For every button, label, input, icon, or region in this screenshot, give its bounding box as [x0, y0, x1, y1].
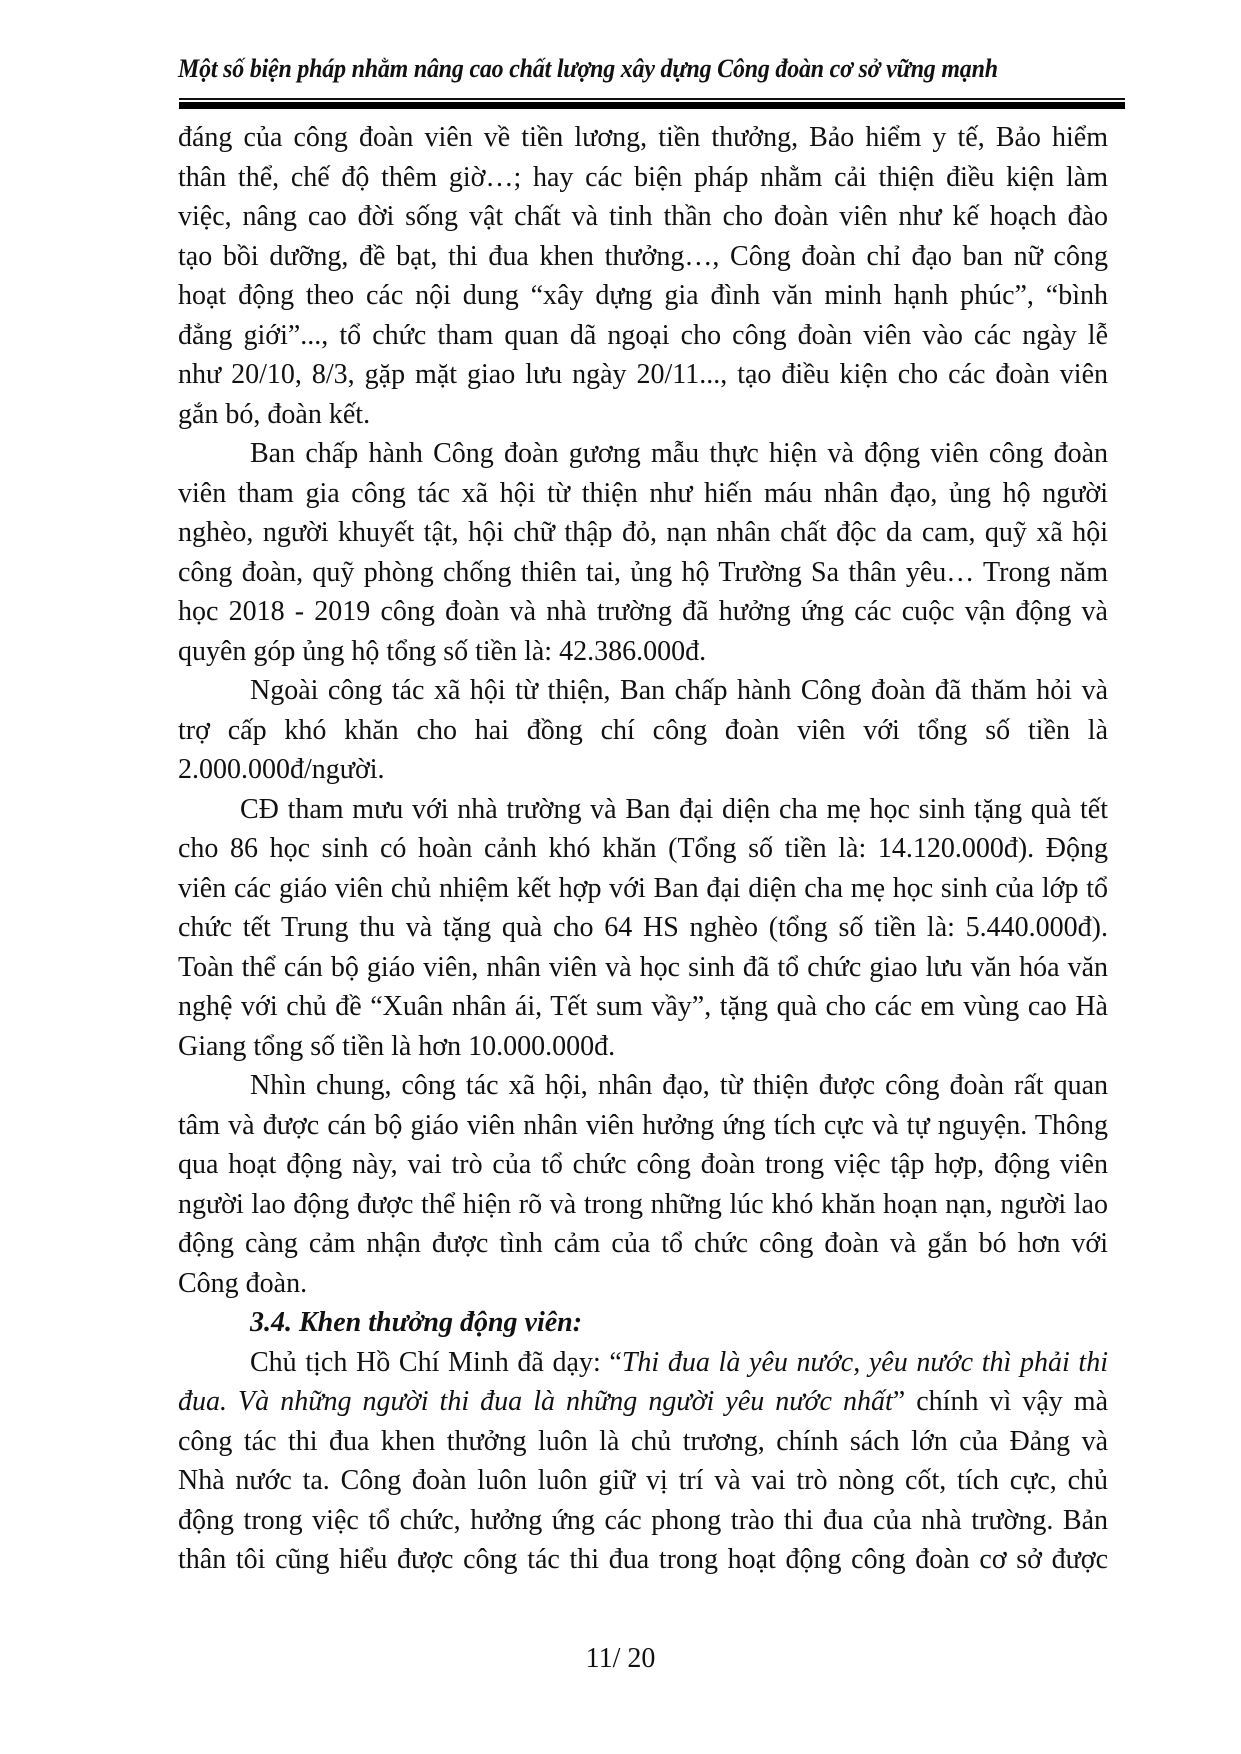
- text-line: quyên góp ủng hộ tổng số tiền là: 42.386.000đ.: [178, 635, 707, 667]
- paragraph-emulation: [178, 1343, 1108, 1580]
- text-line: Công đoàn.: [178, 1267, 308, 1299]
- text-line: công tác thi đua khen thưởng luôn là chủ trương, chính sách lớn của Đảng và: [178, 1425, 1108, 1457]
- quote-text: Thi đua là yêu nước, yêu nước thì phải thi: [621, 1346, 1108, 1378]
- text-line: học 2018 - 2019 công đoàn và nhà trường đã hưởng ứng các cuộc vận động và: [178, 596, 1108, 627]
- text-line: hoạt động theo các nội dung “xây dựng gia đình văn minh hạnh phúc”, “bình: [178, 280, 1108, 311]
- paragraph-summary: [178, 1066, 1108, 1303]
- text-line: nghèo, người khuyết tật, hội chữ thập đỏ, nạn nhân chất độc da cam, quỹ xã hội: [178, 517, 1108, 548]
- paragraph-continuation: [178, 118, 1108, 434]
- text-line: tâm và được cán bộ giáo viên nhân viên hưởng ứng tích cực và tự nguyện. Thông: [178, 1109, 1108, 1141]
- text-line: như 20/10, 8/3, gặp mặt giao lưu ngày 20/11..., tạo điều kiện cho các đoàn viên: [178, 359, 1108, 390]
- quote-text: đua. Và những người thi đua là những người yêu nước nhất: [178, 1386, 893, 1417]
- text-line: trợ cấp khó khăn cho hai đồng chí công đoàn viên với tổng số tiền là: [178, 714, 1108, 746]
- quote-intro: Chủ tịch Hồ Chí Minh đã dạy: “: [250, 1346, 622, 1378]
- text-line: [178, 1382, 1108, 1422]
- text-line: thân tôi cũng hiểu được công tác thi đua trong hoạt động công đoàn cơ sở được: [178, 1544, 1108, 1575]
- text-line: người lao động được thể hiện rõ và trong những lúc khó khăn hoạn nạn, người lao: [178, 1188, 1108, 1220]
- header-rule-thick: [179, 102, 1125, 109]
- section-heading: 3.4. Khen thưởng động viên:: [250, 1307, 583, 1338]
- paragraph-support: [178, 671, 1108, 790]
- text-line: thân thể, chế độ thêm giờ…; hay các biện pháp nhằm cải thiện điều kiện làm: [178, 161, 1108, 193]
- text-line: Ban chấp hành Công đoàn gương mẫu thực hiện và động viên công đoàn: [250, 438, 1108, 469]
- text-line: việc, nâng cao đời sống vật chất và tinh thần cho đoàn viên như kế hoạch đào: [178, 201, 1108, 232]
- text-line: đáng của công đoàn viên về tiền lương, tiền thưởng, Bảo hiểm y tế, Bảo hiểm: [178, 122, 1108, 153]
- text-line: gắn bó, đoàn kết.: [178, 398, 371, 430]
- text-line: nghệ với chủ đề “Xuân nhân ái, Tết sum vầy”, tặng quà cho các em vùng cao Hà: [178, 991, 1108, 1022]
- text-line: Nhìn chung, công tác xã hội, nhân đạo, từ thiện được công đoàn rất quan: [250, 1070, 1108, 1101]
- text-line: Giang tổng số tiền là hơn 10.000.000đ.: [178, 1030, 616, 1062]
- paragraph-charity: [178, 434, 1108, 671]
- text-line: động trong việc tổ chức, hưởng ứng các phong trào thi đua của nhà trường. Bản: [178, 1504, 1108, 1536]
- text-line: đẳng giới”..., tổ chức tham quan dã ngoại cho công đoàn viên vào các ngày lễ: [178, 319, 1108, 351]
- text-line: tạo bồi dưỡng, đề bạt, thi đua khen thưởng…, Công đoàn chỉ đạo ban nữ công: [178, 240, 1108, 272]
- text-line: công đoàn, quỹ phòng chống thiên tai, ủng hộ Trường Sa thân yêu… Trong năm: [178, 556, 1108, 588]
- text-line: Nhà nước ta. Công đoàn luôn luôn giữ vị trí và vai trò nòng cốt, tích cực, chủ: [178, 1465, 1108, 1496]
- text-line: [178, 1343, 1108, 1383]
- text-line: động càng cảm nhận được tình cảm của tổ chức công đoàn và gắn bó hơn với: [178, 1228, 1108, 1259]
- body-text: [178, 118, 1108, 1580]
- text-line: qua hoạt động này, vai trò của tổ chức công đoàn trong việc tập hợp, động viên: [178, 1149, 1108, 1180]
- text-line: cho 86 học sinh có hoàn cảnh khó khăn (Tổng số tiền là: 14.120.000đ). Động: [178, 833, 1108, 864]
- text-line: CĐ tham mưu với nhà trường và Ban đại diện cha mẹ học sinh tặng quà tết: [240, 793, 1108, 825]
- text-line: Ngoài công tác xã hội từ thiện, Ban chấp hành Công đoàn đã thăm hỏi và: [250, 675, 1108, 706]
- text-line: Toàn thể cán bộ giáo viên, nhân viên và học sinh đã tổ chức giao lưu văn hóa văn: [178, 951, 1108, 983]
- text-line: viên tham gia công tác xã hội từ thiện như hiến máu nhân đạo, ủng hộ người: [178, 477, 1108, 509]
- page-number: 11/ 20: [585, 1643, 656, 1674]
- header-rule-thin: [179, 98, 1125, 100]
- quote-outro: ” chính vì vậy mà: [892, 1386, 1108, 1417]
- text-line: chức tết Trung thu và tặng quà cho 64 HS nghèo (tổng số tiền là: 5.440.000đ).: [178, 912, 1108, 943]
- paragraph-gifts: [178, 790, 1108, 1067]
- text-line: viên các giáo viên chủ nhiệm kết hợp với Ban đại diện cha mẹ học sinh của lớp tổ: [178, 872, 1108, 904]
- text-line: 2.000.000đ/người.: [178, 754, 385, 785]
- running-header-title: Một số biện pháp nhằm nâng cao chất lượng xây dựng Công đoàn cơ sở vững mạnh: [178, 54, 998, 83]
